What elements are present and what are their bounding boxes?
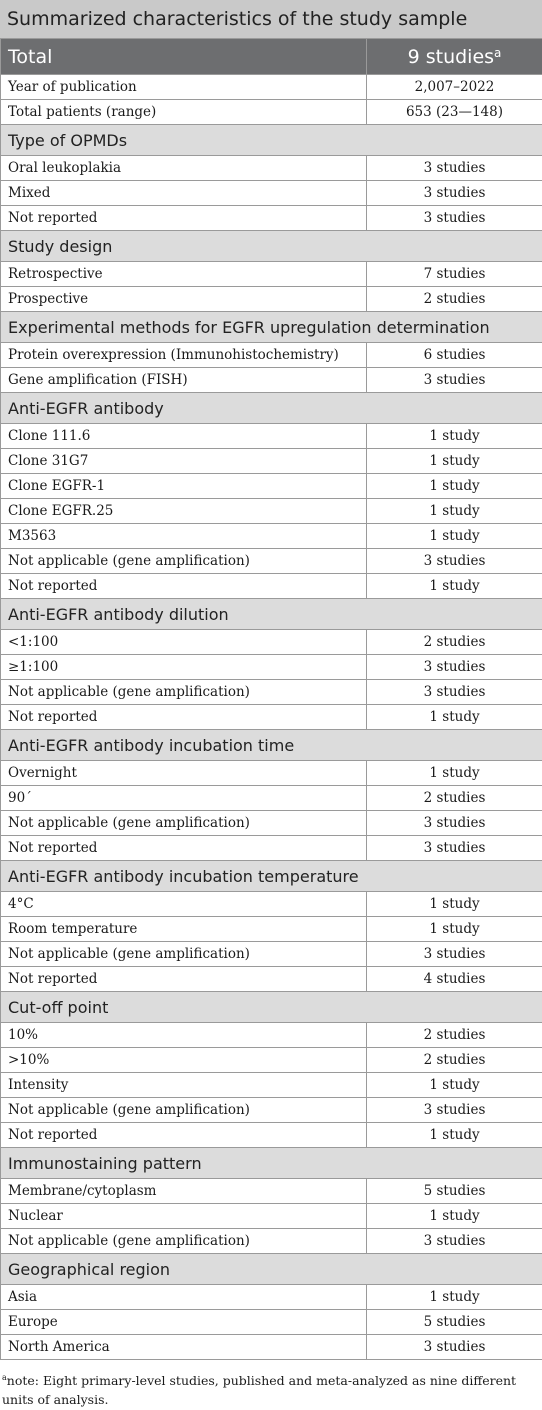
row-label: Prospective (1, 287, 367, 312)
table-row (1, 1098, 542, 1123)
section-title: Experimental methods for EGFR upregulation determination (1, 312, 542, 343)
row-label: Not applicable (gene amplification) (1, 811, 367, 836)
section-title: Study design (1, 231, 542, 262)
row-label: Clone EGFR-1 (1, 474, 367, 499)
row-value: 1 study (367, 574, 542, 599)
row-value: 1 study (367, 449, 542, 474)
table-row (1, 206, 542, 231)
table-row (1, 1229, 542, 1254)
row-value: 3 studies (367, 680, 542, 705)
table-row (1, 942, 542, 967)
table-row (1, 1285, 542, 1310)
table-row (1, 1123, 542, 1148)
row-value: 3 studies (367, 1335, 542, 1360)
row-label: Clone 111.6 (1, 424, 367, 449)
section-title: Anti-EGFR antibody incubation time (1, 730, 542, 761)
table-row (1, 181, 542, 206)
row-value: 2 studies (367, 287, 542, 312)
row-value: 3 studies (367, 1098, 542, 1123)
row-label: Retrospective (1, 262, 367, 287)
section-header-row (1, 861, 542, 892)
row-label: Room temperature (1, 917, 367, 942)
table-row (1, 424, 542, 449)
row-label: M3563 (1, 524, 367, 549)
row-value: 3 studies (367, 811, 542, 836)
table-row (1, 1073, 542, 1098)
row-value: 1 study (367, 705, 542, 730)
row-label: Nuclear (1, 1204, 367, 1229)
row-value: 5 studies (367, 1310, 542, 1335)
table-footnote (0, 1360, 542, 1409)
table-row (1, 1023, 542, 1048)
table-row (1, 100, 542, 125)
row-label: Protein overexpression (Immunohistochemistry) (1, 343, 367, 368)
row-value: 7 studies (367, 262, 542, 287)
row-value: 3 studies (367, 549, 542, 574)
section-title: Cut-off point (1, 992, 542, 1023)
table-row (1, 917, 542, 942)
table-row (1, 786, 542, 811)
table-row (1, 1310, 542, 1335)
table-row (1, 75, 542, 100)
row-label: Not reported (1, 836, 367, 861)
row-value: 6 studies (367, 343, 542, 368)
section-header-row (1, 1148, 542, 1179)
row-label: Not reported (1, 574, 367, 599)
section-header-row (1, 393, 542, 424)
row-value: 2 studies (367, 630, 542, 655)
row-label: Not applicable (gene amplification) (1, 680, 367, 705)
row-label: Not applicable (gene amplification) (1, 1229, 367, 1254)
row-label: <1:100 (1, 630, 367, 655)
header-value (367, 39, 542, 75)
table-row (1, 549, 542, 574)
row-label: Total patients (range) (1, 100, 367, 125)
section-title: Immunostaining pattern (1, 1148, 542, 1179)
row-label: Intensity (1, 1073, 367, 1098)
row-label: Not reported (1, 206, 367, 231)
row-label: Mixed (1, 181, 367, 206)
section-header-row (1, 992, 542, 1023)
row-value: 2,007–2022 (367, 75, 542, 100)
row-value: 1 study (367, 524, 542, 549)
row-value: 3 studies (367, 836, 542, 861)
footnote-marker: a (2, 1373, 7, 1382)
table-row (1, 1204, 542, 1229)
row-value: 4 studies (367, 967, 542, 992)
table-row (1, 892, 542, 917)
table-row (1, 630, 542, 655)
row-label: Asia (1, 1285, 367, 1310)
section-header-row (1, 231, 542, 262)
row-value: 3 studies (367, 368, 542, 393)
row-label: Not reported (1, 967, 367, 992)
row-value: 1 study (367, 474, 542, 499)
section-header-row (1, 125, 542, 156)
row-value: 2 studies (367, 1023, 542, 1048)
row-value: 1 study (367, 917, 542, 942)
table-row (1, 499, 542, 524)
table-caption: Summarized characteristics of the study sample (0, 0, 542, 38)
row-value: 1 study (367, 1073, 542, 1098)
row-value: 3 studies (367, 1229, 542, 1254)
section-header-row (1, 1254, 542, 1285)
row-value: 1 study (367, 499, 542, 524)
row-label: Not applicable (gene amplification) (1, 1098, 367, 1123)
table-row (1, 811, 542, 836)
row-label: Clone 31G7 (1, 449, 367, 474)
row-label: Not reported (1, 705, 367, 730)
section-header-row (1, 599, 542, 630)
table-row (1, 474, 542, 499)
section-title: Type of OPMDs (1, 125, 542, 156)
characteristics-table (0, 38, 542, 1360)
section-title: Anti-EGFR antibody dilution (1, 599, 542, 630)
row-label: Membrane/cytoplasm (1, 1179, 367, 1204)
row-value: 3 studies (367, 156, 542, 181)
section-title: Geographical region (1, 1254, 542, 1285)
row-label: 4°C (1, 892, 367, 917)
table-row (1, 1179, 542, 1204)
row-label: 90´ (1, 786, 367, 811)
table-body (1, 39, 542, 1360)
table-row (1, 655, 542, 680)
section-header-row (1, 730, 542, 761)
table-row (1, 836, 542, 861)
table-row (1, 524, 542, 549)
row-value: 3 studies (367, 942, 542, 967)
row-value: 1 study (367, 1123, 542, 1148)
table-row (1, 262, 542, 287)
section-title: Anti-EGFR antibody (1, 393, 542, 424)
table-row (1, 574, 542, 599)
row-label: Not reported (1, 1123, 367, 1148)
row-value: 1 study (367, 892, 542, 917)
table-row (1, 368, 542, 393)
row-label: Year of publication (1, 75, 367, 100)
table-row (1, 761, 542, 786)
table-row (1, 1048, 542, 1073)
row-value: 3 studies (367, 181, 542, 206)
row-label: Not applicable (gene amplification) (1, 549, 367, 574)
header-label: Total (1, 39, 367, 75)
row-label: Clone EGFR.25 (1, 499, 367, 524)
table-row (1, 287, 542, 312)
row-value: 5 studies (367, 1179, 542, 1204)
row-value: 1 study (367, 1204, 542, 1229)
table-row (1, 1335, 542, 1360)
table-header-row (1, 39, 542, 75)
row-value: 1 study (367, 424, 542, 449)
row-label: Europe (1, 1310, 367, 1335)
table-row (1, 449, 542, 474)
row-value: 2 studies (367, 786, 542, 811)
row-label: North America (1, 1335, 367, 1360)
table-row (1, 705, 542, 730)
row-value: 1 study (367, 761, 542, 786)
row-value: 3 studies (367, 206, 542, 231)
row-label: Oral leukoplakia (1, 156, 367, 181)
row-value: 3 studies (367, 655, 542, 680)
row-value: 2 studies (367, 1048, 542, 1073)
row-label: Overnight (1, 761, 367, 786)
row-label: Not applicable (gene amplification) (1, 942, 367, 967)
row-value: 653 (23—148) (367, 100, 542, 125)
table-row (1, 343, 542, 368)
table-row (1, 967, 542, 992)
table-row (1, 156, 542, 181)
row-value: 1 study (367, 1285, 542, 1310)
row-label: ≥1:100 (1, 655, 367, 680)
row-label: Gene amplification (FISH) (1, 368, 367, 393)
table-row (1, 680, 542, 705)
section-header-row (1, 312, 542, 343)
row-label: 10% (1, 1023, 367, 1048)
footnote-text: note: Eight primary-level studies, published and meta-analyzed as nine different units of analysis. (2, 1373, 517, 1407)
header-value-text: 9 studies (407, 45, 495, 68)
section-title: Anti-EGFR antibody incubation temperature (1, 861, 542, 892)
row-label: >10% (1, 1048, 367, 1073)
header-footnote-marker: a (494, 45, 502, 60)
